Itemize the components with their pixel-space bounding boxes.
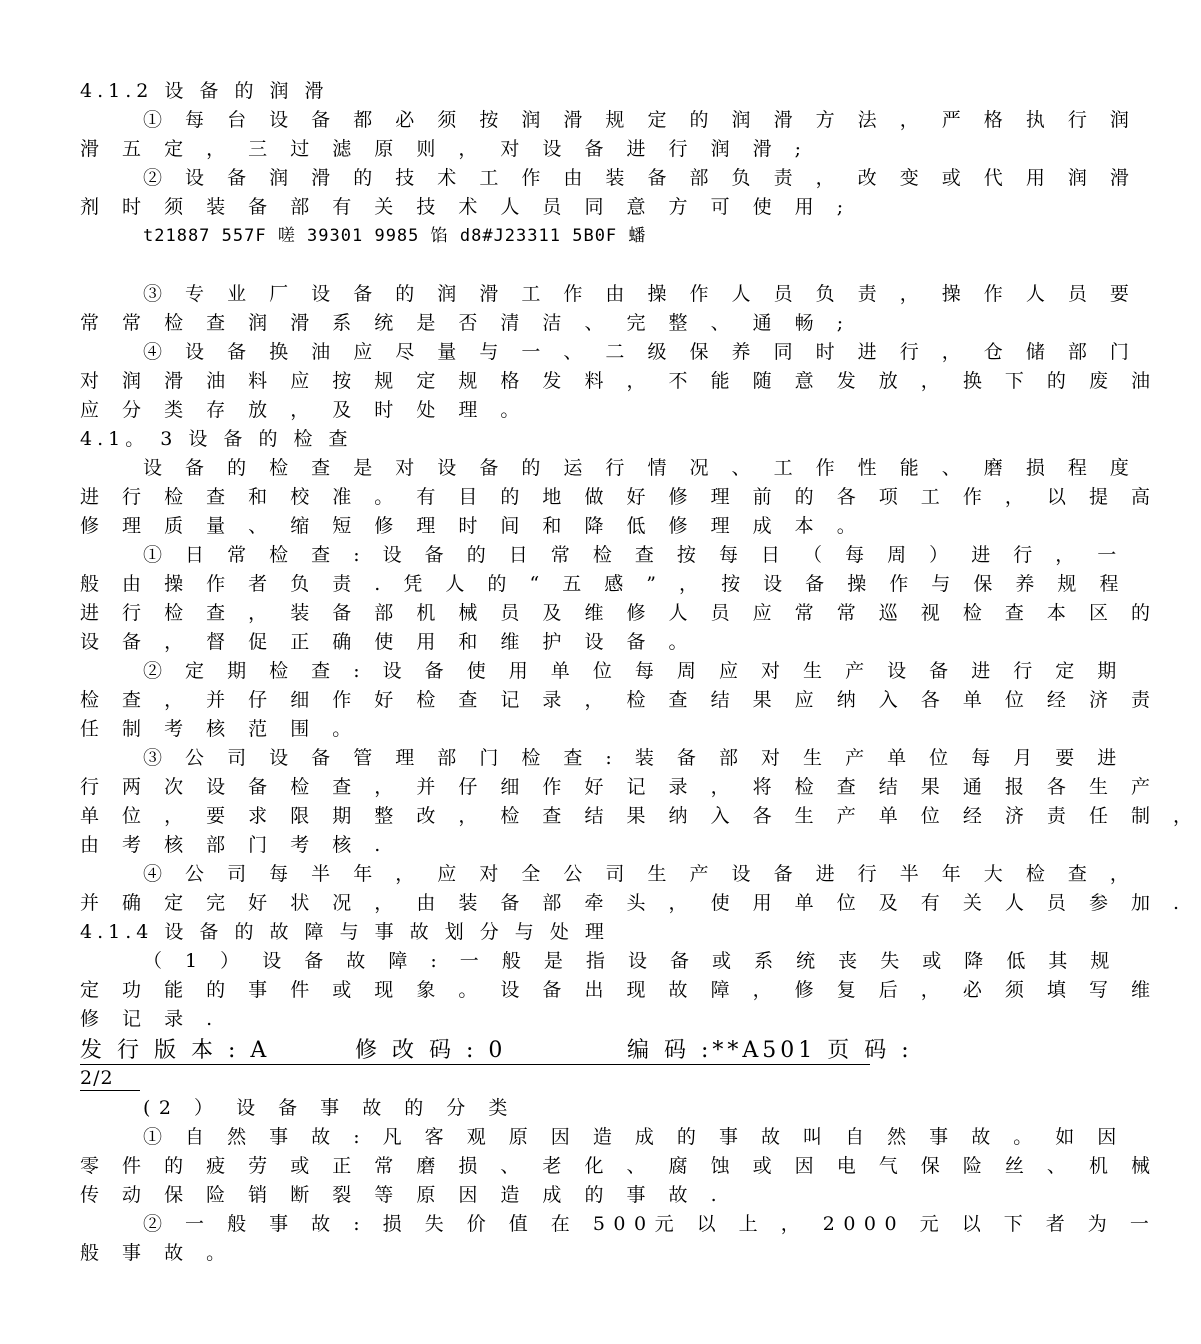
- text-line: 进 行 检 查 和 校 准 。 有 目 的 地 做 好 修 理 前 的 各 项 工 作 ， 以 提 高: [80, 486, 1159, 508]
- text-line: 4.1.4 设 备 的 故 障 与 事 故 划 分 与 处 理: [80, 921, 609, 943]
- text-line: ④ 设 备 换 油 应 尽 量 与 一 、 二 级 保 养 同 时 进 行 ， 仓 储 部 门: [143, 341, 1138, 363]
- text-line: 检 查 ， 并 仔 细 作 好 检 查 记 录 ， 检 查 结 果 应 纳 入 各 单 位 经 济 责: [80, 689, 1159, 711]
- text-line: ① 自 然 事 故 : 凡 客 观 原 因 造 成 的 事 故 叫 自 然 事 故 。 如 因: [143, 1126, 1125, 1148]
- text-line: 修 理 质 量 、 缩 短 修 理 时 间 和 降 低 修 理 成 本 。: [80, 515, 865, 537]
- text-line: ④ 公 司 每 半 年 ， 应 对 全 公 司 生 产 设 备 进 行 半 年 大 检 查 ，: [143, 863, 1138, 885]
- text-line: （ 1 ） 设 备 故 障 : 一 般 是 指 设 备 或 系 统 丧 失 或 降 低 其 规: [143, 950, 1118, 972]
- footer-revision: 修 改 码 : 0: [355, 1038, 507, 1063]
- text-line: ① 日 常 检 查 : 设 备 的 日 常 检 查 按 每 日 （ 每 周 ） 进 行 ， 一: [143, 544, 1125, 566]
- text-line: 定 功 能 的 事 件 或 现 象 。 设 备 出 现 故 障 ， 修 复 后 ， 必 须 填 写 维: [80, 979, 1159, 1001]
- footer-page-number: 2/2: [80, 1066, 140, 1091]
- text-line: [80, 251, 870, 280]
- text-line: 设 备 的 检 查 是 对 设 备 的 运 行 情 况 、 工 作 性 能 、 磨 损 程 度: [143, 457, 1138, 479]
- text-line: 对 润 滑 油 料 应 按 规 定 规 格 发 料 ， 不 能 随 意 发 放 ， 换 下 的 废 油: [80, 370, 1159, 392]
- text-line: 滑 五 定 ， 三 过 滤 原 则 ， 对 设 备 进 行 润 滑 ;: [80, 138, 810, 160]
- text-line: 任 制 考 核 范 围 。: [80, 718, 360, 740]
- text-line: 由 考 核 部 门 考 核 .: [80, 834, 389, 856]
- text-line: 单 位 ， 要 求 限 期 整 改 ， 检 查 结 果 纳 入 各 生 产 单 位 经 济 责 任 制 ，: [80, 805, 1201, 827]
- text-line: 4.1.2 设 备 的 润 滑: [80, 80, 329, 102]
- text-line: ② 定 期 检 查 : 设 备 使 用 单 位 每 周 应 对 生 产 设 备 进 行 定 期: [143, 660, 1125, 682]
- text-line: ③ 专 业 厂 设 备 的 润 滑 工 作 由 操 作 人 员 负 责 ， 操 作 人 员 要: [143, 283, 1138, 305]
- text-line: 般 由 操 作 者 负 责 . 凭 人 的 “ 五 感 ” ， 按 设 备 操 作 与 保 养 规 程: [80, 573, 1127, 595]
- text-line: 应 分 类 存 放 ， 及 时 处 理 。: [80, 399, 528, 421]
- text-line: ② 一 般 事 故 : 损 失 价 值 在 500元 以 上 ， 2000 元 以 下 者 为 一: [143, 1213, 1158, 1235]
- text-line: ③ 公 司 设 备 管 理 部 门 检 查 : 装 备 部 对 生 产 单 位 每 月 要 进: [143, 747, 1125, 769]
- footer-version: 发 行 版 本 : A: [80, 1038, 271, 1063]
- text-line: 进 行 检 查 ， 装 备 部 机 械 员 及 维 修 人 员 应 常 常 巡 视 检 查 本 区 的: [80, 602, 1159, 624]
- text-line: (2 ） 设 备 事 故 的 分 类: [143, 1097, 516, 1119]
- text-line: 行 两 次 设 备 检 查 ， 并 仔 细 作 好 记 录 ， 将 检 查 结 果 通 报 各 生 产: [80, 776, 1159, 798]
- text-line: 传 动 保 险 销 断 裂 等 原 因 造 成 的 事 故 .: [80, 1184, 726, 1206]
- text-line: 修 记 录 .: [80, 1008, 221, 1030]
- text-line: 4.1。 3 设 备 的 检 查: [80, 428, 353, 450]
- page-footer: [80, 1037, 913, 1065]
- text-line: 常 常 检 查 润 滑 系 统 是 否 清 洁 、 完 整 、 通 畅 ;: [80, 312, 852, 334]
- text-line: ② 设 备 润 滑 的 技 术 工 作 由 装 备 部 负 责 ， 改 变 或 代 用 润 滑: [143, 167, 1138, 189]
- text-line: 并 确 定 完 好 状 况 ， 由 装 备 部 牵 头 ， 使 用 单 位 及 有 关 人 员 参 加 .: [80, 892, 1188, 914]
- text-line: 设 备 ， 督 促 正 确 使 用 和 维 护 设 备 。: [80, 631, 697, 653]
- text-line: 零 件 的 疲 劳 或 正 常 磨 损 、 老 化 、 腐 蚀 或 因 电 气 保 险 丝 、 机 械: [80, 1155, 1159, 1177]
- text-line: 般 事 故 。: [80, 1242, 234, 1264]
- footer-code: 编 码 :**A501 页 码 :: [627, 1038, 913, 1063]
- text-line: 剂 时 须 装 备 部 有 关 技 术 人 员 同 意 方 可 使 用 ;: [80, 196, 852, 218]
- text-line: ① 每 台 设 备 都 必 须 按 润 滑 规 定 的 润 滑 方 法 ， 严 格 执 行 润: [143, 109, 1138, 131]
- text-line: t21887 557F 嗟 39301 9985 馅 d8#J23311 5B0F 蟠: [143, 226, 647, 246]
